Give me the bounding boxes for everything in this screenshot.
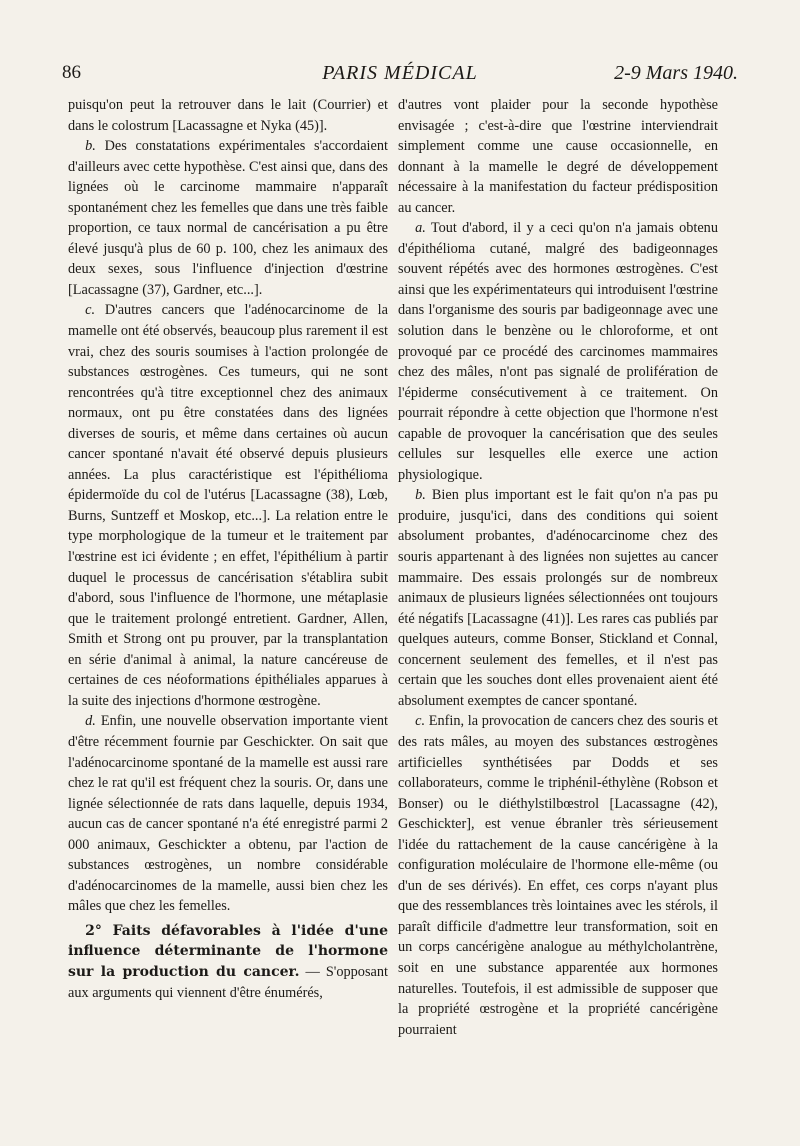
paragraph-text: Bien plus important est le fait qu'on n'a pas pu produire, jusqu'ici, dans des conditions qui soient absolument probantes, d'adénocarcinome chez des souris appartenant à des lignées non sujettes au cancer mammaire. Des essais prolongés sur de nombreux animaux de plusieurs lignées sélectionnées ont toujours été négatifs [Lacassagne (41)]. Les rares cas publiés par quelques auteurs, comme Bonser, Stickland et Connal, concernent seulement des femelles, et il n'est pas certain que les souches dont elles provenaient aient été absolument exemptes de cancer spontané. (398, 487, 718, 709)
paragraph-text: — S'opposant aux arguments qui viennent d'être énumérés, (68, 963, 388, 1001)
page-number: 86 (62, 62, 81, 83)
paragraph-text: Des constatations expérimentales s'accordaient d'ailleurs avec cette hypothèse. C'est ainsi que, dans des lignées où le carcinome mammaire n'apparaît spontanément chez les femelles que dans une très faible proportion, ce taux normal de cancérisation a pu être élevé jusqu'à plus de 60 p. 100, chez les animaux des deux sexes, sous l'influence d'injection d'œstrine [Lacassagne (37), Gardner, etc...]. (68, 138, 388, 298)
paragraph-label: d. (85, 713, 96, 730)
paragraph-label: b. (85, 138, 96, 155)
paragraph-label: a. (415, 220, 426, 237)
paragraph (68, 300, 388, 711)
paragraph-label: c. (415, 713, 426, 730)
section-heading: 2° Faits défavorables à l'idée d'une influence déterminante de l'hormone sur la production du cancer. (68, 922, 388, 980)
paragraph-text: Enfin, une nouvelle observation importante vient d'être récemment fournie par Geschickter. On sait que l'adénocarcinome spontané de la mamelle est aussi rare chez le rat qu'il est fréquent chez la souris. Or, dans une lignée sélectionnée de rats dans laquelle, depuis 1934, aucun cas de cancer spontané n'a été enregistré parmi 2 000 animaux, Geschickter a obtenu, par l'action de substances œstrogènes, un nombre considérable d'adénocarcinomes de la mamelle, aussi bien chez les mâles que chez les femelles. (68, 713, 388, 915)
running-header (62, 62, 738, 88)
issue-date: 2-9 Mars 1940. (614, 62, 738, 84)
paragraph-text: D'autres cancers que l'adénocarcinome de la mamelle ont été observés, beaucoup plus rarement il est vrai, chez des souris soumises à l'action prolongée de substances œstrogènes. Ces tumeurs, qui ne sont rencontrées qu'à titre exceptionnel chez des animaux normaux, ont pu être constatées dans des lignées diverses de souris, et même dans certaines où aucun cancer spontané n'avait été observé depuis plusieurs années. La plus caractéristique est l'épithélioma épidermoïde du col de l'utérus [Lacassagne (38), Lœb, Burns, Suntzeff et Moskop, etc...]. La relation entre le type morphologique de la tumeur et le traitement par l'œstrine est ici évidente ; en effet, l'épithélium à partir duquel le processus de cancérisation s'établira subit d'abord, sous l'influence de l'hormone, une métaplasie que le traitement prolongé entretient. Gardner, Allen, Smith et Strong ont pu prouver, par la transplantation en série d'animal à animal, la nature cancéreuse de certaines de ces néoformations épithéliales apparues à la suite des injections d'hormone œstrogène. (68, 302, 389, 709)
paragraph (398, 711, 718, 1040)
paragraph-text: Enfin, la provocation de cancers chez des souris et des rats mâles, au moyen des substances œstrogènes artificielles synthétisées par Dodds et ses collaborateurs, comme le triphénil-éthylène (Robson et Bonser) ou le diéthylstilbœstrol [Lacassagne (42), Geschickter], est venue ébranler très sérieusement l'idée du rattachement de la cause cancérigène à la configuration moléculaire de l'hormone elle-même (ou d'un de ses dérivés). En effet, ces corps n'ayant plus que des ressemblances très lointaines avec les stérols, il paraît difficile d'admettre leur transformation, soit en un corps cancérigène analogue au méthylcholantrène, soit en une substance apparentée aux hormones naturelles. Toutefois, il est admissible de supposer que la propriété œstrogène et la propriété cancérigène pourraient (398, 713, 718, 1038)
journal-title: PARIS MÉDICAL (322, 62, 478, 84)
left-column (68, 95, 388, 1003)
paragraph-label: b. (415, 487, 426, 504)
paragraph (398, 485, 718, 711)
section-paragraph (68, 921, 388, 1003)
paragraph (68, 711, 388, 916)
paragraph (68, 136, 388, 300)
paragraph: puisqu'on peut la retrouver dans le lait (Courrier) et dans le colostrum [Lacassagne et Nyka (45)]. (68, 97, 388, 134)
paragraph: d'autres vont plaider pour la seconde hypothèse envisagée ; c'est-à-dire que l'œstrine interviendrait simplement comme une cause occasionnelle, en donnant à la mamelle le degré de développement nécessaire à la manifestation du facteur prédisposition au cancer. (398, 97, 718, 216)
right-column (398, 95, 718, 1040)
paragraph-label: c. (85, 302, 96, 319)
paragraph-text: Tout d'abord, il y a ceci qu'on n'a jamais obtenu d'épithélioma cutané, malgré des badigeonnages souvent répétés avec des hormones œstrogènes. C'est ainsi que les expérimentateurs qui introduisent l'œstrine dans l'organisme des souris par badigeonnage avec une solution dans le benzène ou le chloroforme, et ont provoqué par ce procédé des carcinomes mammaires chez des mâles, n'ont pas signalé de prolifération de l'épiderme consécutivement à ce traitement. On pourrait répondre à cette objection que l'hormone n'est capable de provoquer la cancérisation que des seules cellules sur lesquelles elle exerce une action physiologique. (398, 220, 718, 483)
paragraph (398, 218, 718, 485)
